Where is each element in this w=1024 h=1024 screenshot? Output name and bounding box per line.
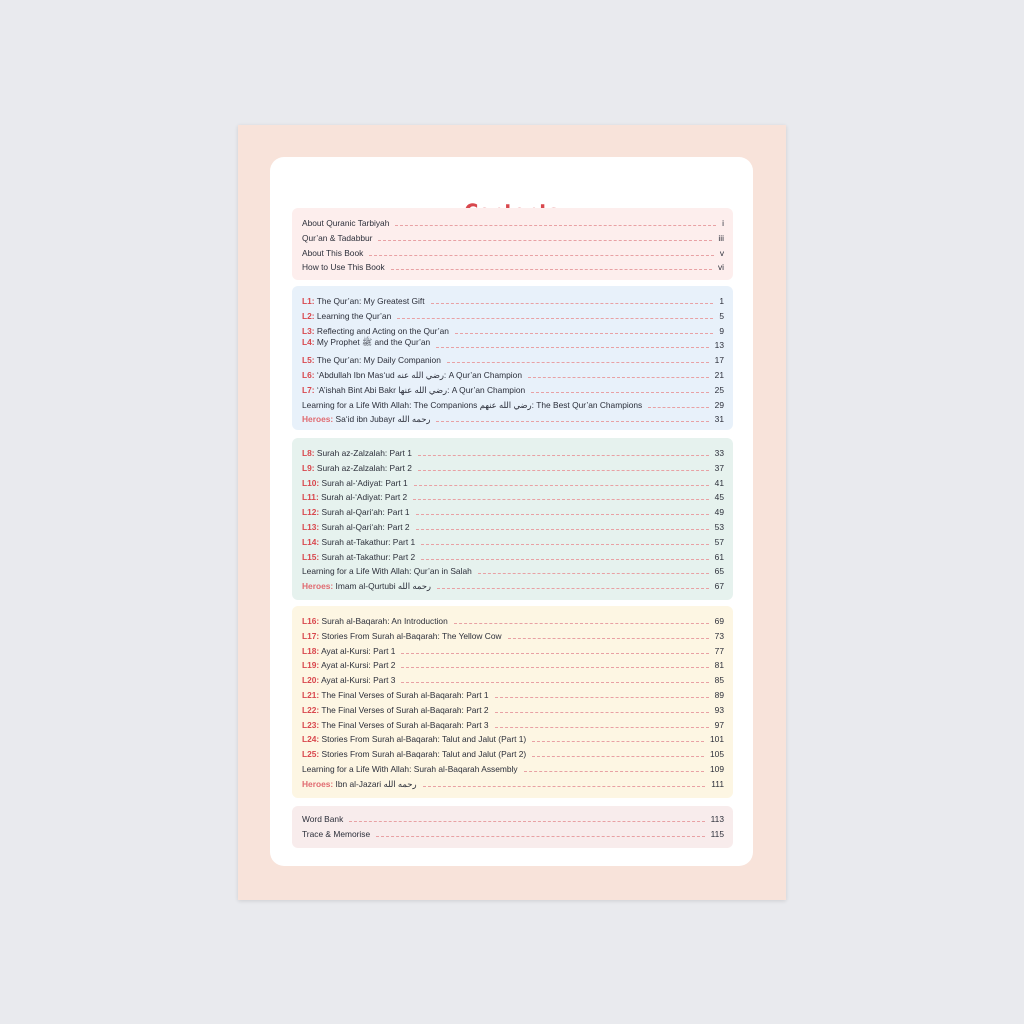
dotted-leader (508, 638, 709, 639)
toc-entry-title: Learning for a Life With Allah: Qur’an in Salah (302, 566, 472, 577)
toc-entry-title: Surah al-Baqarah: An Introduction (319, 616, 448, 626)
toc-entry[interactable] (302, 656, 724, 670)
page-number: 49 (714, 507, 724, 518)
dotted-leader (531, 392, 709, 393)
toc-entry-label (302, 507, 410, 517)
toc-entry[interactable] (302, 322, 724, 336)
toc-entry[interactable] (302, 396, 724, 410)
dotted-leader (401, 667, 708, 668)
lesson-code: L9: (302, 462, 315, 473)
toc-entry[interactable] (302, 244, 724, 258)
dotted-leader (447, 362, 709, 363)
toc-entry-label (302, 337, 430, 350)
toc-entry-title: Qur’an & Tadabbur (302, 232, 373, 243)
lesson-code: L23: (302, 719, 320, 730)
toc-entry-title: Ayat al-Kursi: Part 1 (319, 645, 396, 656)
lesson-code: L7: (302, 384, 315, 395)
toc-entry-label (302, 566, 472, 576)
toc-section-unit1 (292, 286, 733, 430)
toc-entry[interactable] (302, 730, 724, 744)
toc-entry[interactable] (302, 671, 724, 685)
toc-entry[interactable] (302, 444, 724, 458)
dotted-leader (401, 653, 708, 654)
lesson-code: L21: (302, 690, 320, 700)
lesson-code: L5: (302, 355, 315, 366)
lesson-code: L3: (302, 325, 315, 336)
heroes-tag: Heroes: (302, 778, 334, 789)
toc-entry-title: ‘A’ishah Bint Abi Bakr رضي الله عنها: A Qur’an Champion (314, 384, 526, 395)
page-number: 65 (714, 566, 724, 577)
toc-entry-label (302, 448, 412, 458)
toc-entry-title: The Qur’an: My Greatest Gift (314, 296, 425, 306)
lesson-code: L16: (302, 616, 320, 626)
page-number: 41 (714, 477, 724, 488)
page-number: 1 (719, 296, 724, 306)
dotted-leader (431, 303, 714, 304)
toc-entry[interactable] (302, 686, 724, 700)
lesson-code: L20: (302, 675, 320, 686)
toc-entry-label (302, 400, 642, 410)
toc-entry-label (302, 779, 417, 789)
toc-entry[interactable] (302, 214, 724, 228)
page-number: 69 (714, 616, 724, 626)
toc-entry-title: How to Use This Book (302, 262, 385, 273)
page-number: 61 (714, 551, 724, 562)
page-number: 57 (714, 536, 724, 547)
toc-entry-title: Surah at-Takathur: Part 1 (319, 536, 416, 547)
dotted-leader (378, 240, 712, 241)
toc-entry[interactable] (302, 548, 724, 562)
dotted-leader (397, 318, 713, 319)
toc-entry-label (302, 690, 489, 700)
toc-entry-title: Ibn al-Jazari رحمه الله (333, 778, 417, 789)
dotted-leader (421, 559, 709, 560)
toc-entry-label (302, 296, 425, 306)
dotted-leader (414, 485, 709, 486)
dotted-leader (416, 514, 709, 515)
toc-entry[interactable] (302, 518, 724, 532)
lesson-code: L24: (302, 734, 320, 745)
toc-entry-title: Reflecting and Acting on the Qur’an (314, 325, 449, 336)
lesson-code: L18: (302, 645, 320, 656)
toc-entry-label (302, 492, 407, 502)
toc-entry-label (302, 660, 395, 670)
toc-entry-label (302, 646, 395, 656)
toc-section-intro (292, 208, 733, 280)
page-number: 105 (710, 749, 724, 760)
toc-entry-label (302, 233, 372, 243)
toc-entry[interactable] (302, 366, 724, 380)
dotted-leader (418, 470, 709, 471)
dotted-leader (524, 771, 704, 772)
heroes-tag: Heroes: (302, 414, 334, 425)
toc-entry-title: Surah az-Zalzalah: Part 1 (314, 448, 412, 458)
toc-entry[interactable] (302, 810, 724, 824)
page-number: 9 (719, 325, 724, 336)
dotted-leader (349, 821, 704, 822)
toc-entry[interactable] (302, 701, 724, 715)
page-number: 67 (714, 581, 724, 592)
toc-entry-label (302, 631, 502, 641)
toc-entry-title: ‘Abdullah Ibn Mas‘ud رضي الله عنه: A Qur’an Champion (314, 370, 522, 380)
dotted-leader (416, 529, 709, 530)
lesson-code: L10: (302, 477, 320, 488)
toc-entry-label (302, 675, 395, 685)
toc-entry-label (302, 581, 431, 591)
page-number: 93 (714, 704, 724, 715)
toc-entry[interactable] (302, 229, 724, 243)
lesson-code: L12: (302, 507, 320, 518)
dotted-leader (648, 407, 708, 408)
toc-entry[interactable] (302, 381, 724, 395)
toc-entry-title: The Final Verses of Surah al-Baqarah: Part 2 (319, 704, 489, 715)
toc-entry[interactable] (302, 410, 724, 424)
dotted-leader (495, 697, 709, 698)
toc-entry[interactable] (302, 503, 724, 517)
dotted-leader (421, 544, 709, 545)
toc-entry-title: Surah al-Qari‘ah: Part 1 (319, 507, 410, 518)
dotted-leader (376, 836, 705, 837)
toc-entry[interactable] (302, 258, 724, 272)
dotted-leader (418, 455, 709, 456)
toc-entry[interactable] (302, 459, 724, 473)
toc-entry[interactable] (302, 577, 724, 591)
toc-entry-title: Surah al-Qari‘ah: Part 2 (319, 522, 410, 532)
toc-entry[interactable] (302, 745, 724, 759)
toc-entry-title: Learning for a Life With Allah: Surah al-Baqarah Assembly (302, 764, 518, 774)
toc-entry-title: The Final Verses of Surah al-Baqarah: Part 1 (319, 690, 489, 700)
toc-entry[interactable] (302, 562, 724, 576)
page-number: 53 (714, 522, 724, 532)
toc-entry-title: Stories From Surah al-Baqarah: The Yellow Cow (319, 630, 502, 641)
page-number: 85 (714, 675, 724, 686)
dotted-leader (495, 712, 709, 713)
toc-entry[interactable] (302, 825, 724, 839)
dotted-leader (528, 377, 709, 378)
dotted-leader (436, 421, 708, 422)
page-number: 73 (714, 630, 724, 641)
lesson-code: L13: (302, 522, 320, 532)
toc-entry[interactable] (302, 612, 724, 626)
lesson-code: L2: (302, 310, 315, 321)
dotted-leader (455, 333, 713, 334)
toc-entry-title: Learning for a Life With Allah: The Companions رضي الله عنهم: The Best Qur’an Champions (302, 399, 643, 410)
toc-entry[interactable] (302, 775, 724, 789)
toc-entry-label (302, 248, 363, 258)
toc-entry-label (302, 218, 389, 228)
page-number: 97 (714, 719, 724, 730)
lesson-code: L25: (302, 749, 320, 760)
toc-entry-label (302, 370, 522, 380)
toc-entry[interactable] (302, 292, 724, 306)
page-number: 115 (710, 828, 724, 839)
lesson-code: L14: (302, 536, 320, 547)
toc-entry-label (302, 720, 489, 730)
lesson-code: L15: (302, 551, 320, 562)
page-number: 33 (714, 448, 724, 458)
toc-entry-title: The Qur’an: My Daily Companion (314, 355, 441, 366)
dotted-leader (437, 588, 709, 589)
toc-entry-label (302, 522, 410, 532)
toc-entry-label (302, 311, 391, 321)
lesson-code: L19: (302, 660, 320, 671)
lesson-code: L22: (302, 704, 320, 715)
toc-entry-title: Surah at-Takathur: Part 2 (319, 551, 416, 562)
toc-entry[interactable] (302, 716, 724, 730)
dotted-leader (495, 727, 709, 728)
toc-entry[interactable] (302, 760, 724, 774)
toc-entry-label (302, 262, 385, 272)
toc-entry-title: Surah al-‘Adiyat: Part 2 (318, 492, 408, 503)
page-number: iii (718, 232, 724, 243)
page-number: 111 (711, 778, 724, 789)
toc-entry-title: My Prophet ﷺ and the Qur’an (314, 337, 431, 348)
toc-section-end (292, 806, 733, 848)
page-number: 37 (714, 462, 724, 473)
dotted-leader (423, 786, 706, 787)
dotted-leader (369, 255, 714, 256)
page-number: v (719, 247, 724, 258)
toc-entry-label (302, 749, 526, 759)
toc-entry-title: Surah al-‘Adiyat: Part 1 (319, 477, 408, 488)
toc-entry-label (302, 537, 415, 547)
page-number: vi (717, 262, 724, 273)
dotted-leader (395, 225, 716, 226)
toc-entry[interactable] (302, 474, 724, 488)
toc-entry[interactable] (302, 533, 724, 547)
toc-entry-title: Ayat al-Kursi: Part 3 (319, 675, 396, 686)
dotted-leader (478, 573, 709, 574)
toc-entry-title: Ayat al-Kursi: Part 2 (319, 660, 396, 671)
dotted-leader (401, 682, 708, 683)
lesson-code: L4: (302, 337, 315, 348)
page-number: 81 (714, 660, 724, 671)
toc-entry[interactable] (302, 627, 724, 641)
toc-entry-label (302, 616, 448, 626)
lesson-code: L6: (302, 370, 315, 380)
toc-entry-title: Sa‘id ibn Jubayr رحمه الله (333, 414, 431, 425)
toc-entry-title: The Final Verses of Surah al-Baqarah: Part 3 (319, 719, 489, 730)
lesson-code: L17: (302, 630, 320, 641)
page-number: 29 (714, 399, 724, 410)
lesson-code: L1: (302, 296, 315, 306)
toc-entry-title: Surah az-Zalzalah: Part 2 (314, 462, 412, 473)
page-number: 89 (714, 690, 724, 700)
toc-entry-title: Stories From Surah al-Baqarah: Talut and Jalut (Part 2) (319, 749, 527, 760)
heroes-tag: Heroes: (302, 581, 334, 592)
dotted-leader (413, 499, 708, 500)
toc-entry-label (302, 414, 430, 424)
toc-section-unit2 (292, 438, 733, 600)
toc-entry-title: Word Bank (302, 814, 344, 824)
page-number: 113 (710, 814, 724, 824)
toc-entry-label (302, 705, 489, 715)
page-number: i (722, 218, 724, 228)
toc-entry-title: Stories From Surah al-Baqarah: Talut and Jalut (Part 1) (319, 734, 527, 745)
page-number: 109 (710, 764, 724, 774)
dotted-leader (454, 623, 709, 624)
toc-entry[interactable] (302, 307, 724, 321)
toc-entry-title: Trace & Memorise (302, 828, 371, 839)
toc-entry-label (302, 764, 518, 774)
toc-entry-label (302, 829, 370, 839)
page-number: 77 (714, 645, 724, 656)
page-number: 31 (714, 414, 724, 425)
toc-entry[interactable] (302, 351, 724, 365)
toc-entry-label (302, 326, 449, 336)
toc-entry-label (302, 463, 412, 473)
toc-entry-title: About This Book (302, 247, 364, 258)
page-number: 5 (719, 310, 724, 321)
toc-entry[interactable] (302, 642, 724, 656)
toc-entry-title: Learning the Qur’an (314, 310, 392, 321)
page-number: 45 (714, 492, 724, 503)
lesson-code: L11: (302, 492, 319, 503)
toc-entry-title: About Quranic Tarbiyah (302, 218, 390, 228)
toc-entry-label (302, 355, 441, 365)
dotted-leader (391, 269, 712, 270)
page-number: 17 (714, 355, 724, 366)
toc-entry[interactable] (302, 488, 724, 502)
toc-entry-label (302, 385, 525, 395)
toc-entry[interactable] (302, 336, 724, 350)
page-number: 13 (714, 340, 724, 351)
toc-section-unit3 (292, 606, 733, 798)
toc-entry-title: Imam al-Qurtubi رحمه الله (333, 581, 431, 592)
toc-entry-label (302, 478, 408, 488)
page-number: 21 (714, 370, 724, 380)
lesson-code: L8: (302, 448, 315, 458)
dotted-leader (532, 756, 704, 757)
dotted-leader (436, 347, 708, 348)
page-number: 101 (710, 734, 724, 745)
toc-entry-label (302, 814, 343, 824)
toc-entry-label (302, 734, 526, 744)
dotted-leader (532, 741, 704, 742)
toc-entry-label (302, 552, 415, 562)
page-number: 25 (714, 384, 724, 395)
